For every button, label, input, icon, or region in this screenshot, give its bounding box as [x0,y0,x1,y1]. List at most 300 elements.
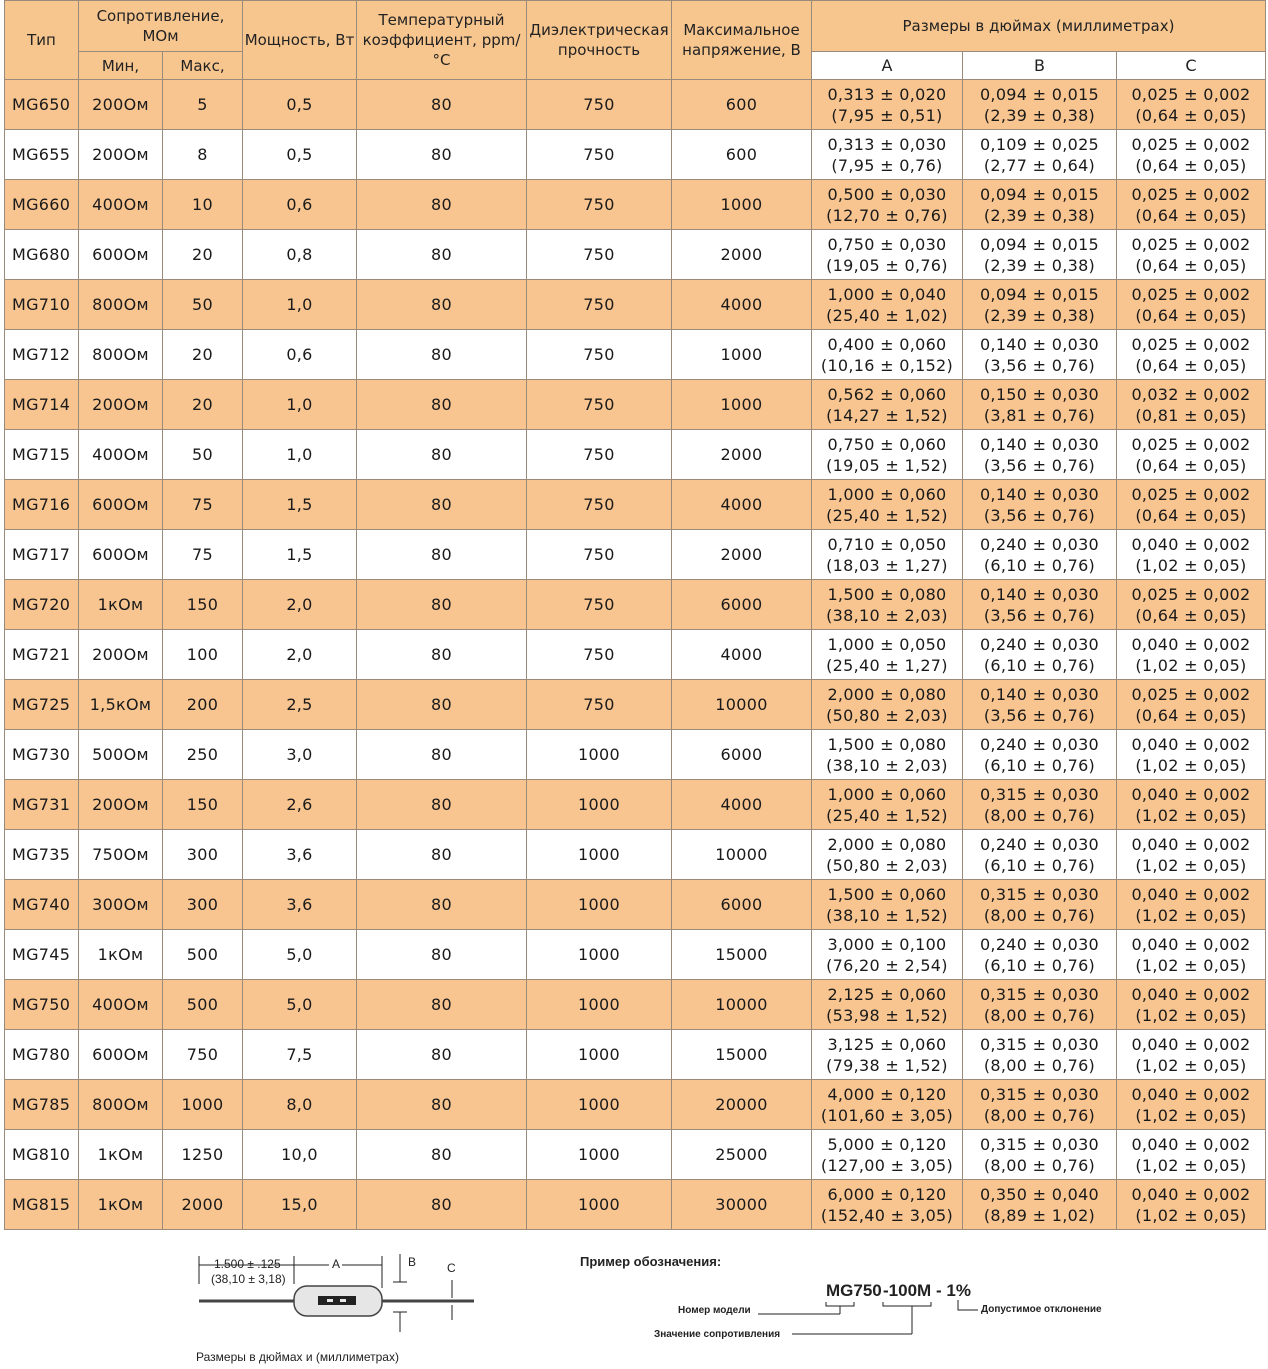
cell-dim-b-line-2: (8,00 ± 0,76) [983,905,1096,925]
example-code-value: -100M [883,1281,932,1300]
table-row [5,630,1266,680]
cell-dim-c-line-2: (1,02 ± 0,05) [1135,1005,1247,1025]
cell-temp-coef: 80 [357,930,527,980]
cell-min: 1,5кОм [79,680,163,730]
cell-temp-coef: 80 [357,480,527,530]
example-label-value: Значение сопротивления [654,1329,781,1340]
cell-dim-b-line-1: 0,240 ± 0,030 [979,834,1100,854]
cell-dielectric: 750 [527,630,672,680]
resistor-drawing [190,1248,490,1366]
cell-dim-b-line-2: (3,81 ± 0,76) [983,405,1096,425]
cell-dim-a-line-1: 1,500 ± 0,080 [827,584,947,604]
cell-temp-coef: 80 [357,330,527,380]
cell-dielectric: 1000 [527,1030,672,1080]
cell-dim-a-line-2: (7,95 ± 0,51) [831,105,943,125]
cell-max: 150 [163,580,243,630]
cell-dim-b [963,80,1117,130]
header-dim-c: C [1117,52,1266,80]
cell-dim-c-line-1: 0,040 ± 0,002 [1131,1184,1251,1204]
cell-dim-b-line-2: (2,39 ± 0,38) [983,205,1096,225]
cell-dim-a-line-1: 0,313 ± 0,020 [827,84,947,104]
label-a: A [332,1257,341,1271]
cell-dim-a [812,280,963,330]
cell-max-voltage: 1000 [672,180,812,230]
cell-type: MG650 [5,80,79,130]
cell-dielectric: 1000 [527,1130,672,1180]
table-row [5,730,1266,780]
cell-dim-c [1117,580,1266,630]
cell-dim-a-line-2: (152,40 ± 3,05) [820,1205,954,1225]
table-row [5,480,1266,530]
cell-dim-a-line-2: (101,60 ± 3,05) [820,1105,954,1125]
cell-dim-c [1117,780,1266,830]
cell-dim-c-line-2: (1,02 ± 0,05) [1135,1055,1247,1075]
cell-max-voltage: 30000 [672,1180,812,1230]
cell-dim-b [963,330,1117,380]
table-row [5,830,1266,880]
cell-dim-b-line-1: 0,315 ± 0,030 [979,784,1100,804]
cell-dim-c-line-2: (0,64 ± 0,05) [1135,605,1247,625]
cell-dim-c-line-2: (1,02 ± 0,05) [1135,905,1247,925]
cell-type: MG720 [5,580,79,630]
cell-temp-coef: 80 [357,280,527,330]
cell-dim-c-line-1: 0,025 ± 0,002 [1131,434,1251,454]
cell-dim-a-line-1: 1,000 ± 0,050 [827,634,947,654]
cell-dim-b-line-2: (2,77 ± 0,64) [983,155,1096,175]
cell-power: 3,6 [243,880,357,930]
cell-dim-a-line-1: 4,000 ± 0,120 [827,1084,947,1104]
cell-dim-b-line-2: (2,39 ± 0,38) [983,305,1096,325]
cell-min: 1кОм [79,1130,163,1180]
cell-dim-a [812,730,963,780]
cell-dim-c [1117,680,1266,730]
example-label-model: Номер модели [678,1305,751,1316]
cell-max: 2000 [163,1180,243,1230]
cell-power: 1,5 [243,480,357,530]
cell-dielectric: 1000 [527,880,672,930]
cell-dim-b [963,1030,1117,1080]
cell-dim-a [812,230,963,280]
cell-dim-a-line-1: 1,500 ± 0,080 [827,734,947,754]
table-row [5,1030,1266,1080]
cell-type: MG785 [5,1080,79,1130]
cell-dim-b [963,530,1117,580]
cell-dim-b-line-2: (3,56 ± 0,76) [983,455,1096,475]
cell-dielectric: 750 [527,230,672,280]
cell-dim-a [812,430,963,480]
cell-dim-a [812,1080,963,1130]
cell-dim-b [963,780,1117,830]
cell-max: 75 [163,480,243,530]
cell-temp-coef: 80 [357,1080,527,1130]
cell-dim-b-line-2: (6,10 ± 0,76) [983,755,1096,775]
cell-max-voltage: 6000 [672,730,812,780]
cell-power: 0,6 [243,330,357,380]
table-row [5,680,1266,730]
cell-type: MG735 [5,830,79,880]
cell-dim-c-line-2: (0,64 ± 0,05) [1135,155,1247,175]
cell-dim-c-line-2: (1,02 ± 0,05) [1135,1155,1247,1175]
cell-dim-b-line-1: 0,094 ± 0,015 [979,184,1100,204]
cell-dim-b-line-1: 0,094 ± 0,015 [979,284,1100,304]
cell-dim-a-line-2: (12,70 ± 0,76) [826,205,948,225]
table-row [5,180,1266,230]
cell-dim-c-line-2: (1,02 ± 0,05) [1135,1105,1247,1125]
cell-dim-a-line-1: 0,500 ± 0,030 [827,184,947,204]
cell-dim-c-line-2: (0,64 ± 0,05) [1135,505,1247,525]
table-row [5,130,1266,180]
cell-power: 2,5 [243,680,357,730]
cell-dim-c [1117,1080,1266,1130]
cell-dim-b-line-1: 0,140 ± 0,030 [979,684,1100,704]
cell-dim-a [812,1030,963,1080]
cell-min: 600Ом [79,230,163,280]
cell-max-voltage: 10000 [672,680,812,730]
cell-dim-c-line-1: 0,025 ± 0,002 [1131,284,1251,304]
cell-dim-c-line-2: (1,02 ± 0,05) [1135,955,1247,975]
cell-type: MG750 [5,980,79,1030]
cell-dim-b-line-2: (2,39 ± 0,38) [983,255,1096,275]
cell-dim-b [963,630,1117,680]
table-row [5,780,1266,830]
cell-type: MG745 [5,930,79,980]
cell-max-voltage: 10000 [672,830,812,880]
cell-dim-b [963,230,1117,280]
cell-temp-coef: 80 [357,230,527,280]
cell-type: MG731 [5,780,79,830]
cell-min: 300Ом [79,880,163,930]
cell-dim-b-line-2: (8,00 ± 0,76) [983,1055,1096,1075]
cell-dielectric: 1000 [527,780,672,830]
cell-max: 1250 [163,1130,243,1180]
cell-min: 200Ом [79,780,163,830]
cell-dim-a-line-1: 1,500 ± 0,060 [827,884,947,904]
cell-dielectric: 750 [527,680,672,730]
cell-dim-c-line-2: (0,64 ± 0,05) [1135,255,1247,275]
cell-dim-b-line-2: (6,10 ± 0,76) [983,855,1096,875]
cell-max: 500 [163,980,243,1030]
cell-dim-c-line-1: 0,025 ± 0,002 [1131,334,1251,354]
cell-dim-b-line-2: (6,10 ± 0,76) [983,955,1096,975]
cell-dim-c-line-1: 0,040 ± 0,002 [1131,534,1251,554]
cell-max-voltage: 2000 [672,530,812,580]
cell-dim-c-line-2: (0,64 ± 0,05) [1135,455,1247,475]
cell-dim-b-line-1: 0,150 ± 0,030 [979,384,1100,404]
cell-dim-a-line-2: (76,20 ± 2,54) [826,955,948,975]
cell-dielectric: 1000 [527,980,672,1030]
cell-dim-a-line-2: (38,10 ± 1,52) [826,905,948,925]
cell-dim-c-line-1: 0,040 ± 0,002 [1131,634,1251,654]
cell-dielectric: 1000 [527,930,672,980]
cell-dim-a-line-1: 0,750 ± 0,030 [827,234,947,254]
header-temp-coef: Температурный коэффициент, ppm/°C [357,1,527,80]
cell-power: 0,5 [243,130,357,180]
cell-max-voltage: 600 [672,130,812,180]
header-power: Мощность, Вт [243,1,357,80]
cell-max: 50 [163,430,243,480]
cell-max-voltage: 20000 [672,1080,812,1130]
cell-dielectric: 750 [527,180,672,230]
cell-dim-b-line-1: 0,315 ± 0,030 [979,984,1100,1004]
cell-dim-c-line-1: 0,025 ± 0,002 [1131,184,1251,204]
cell-dim-a [812,480,963,530]
table-row [5,380,1266,430]
cell-type: MG730 [5,730,79,780]
cell-max: 150 [163,780,243,830]
cell-dim-b-line-2: (8,00 ± 0,76) [983,1005,1096,1025]
example-label-tolerance: Допустимое отклонение [981,1304,1102,1315]
cell-dim-a [812,830,963,880]
cell-power: 0,6 [243,180,357,230]
cell-dim-b [963,280,1117,330]
cell-dim-b-line-1: 0,240 ± 0,030 [979,934,1100,954]
cell-dim-c-line-1: 0,040 ± 0,002 [1131,734,1251,754]
cell-dielectric: 750 [527,580,672,630]
cell-dim-c [1117,1130,1266,1180]
cell-dielectric: 750 [527,80,672,130]
cell-type: MG725 [5,680,79,730]
cell-max: 5 [163,80,243,130]
lead-dimension-mm: (38,10 ± 3,18) [211,1272,286,1286]
cell-dim-a [812,630,963,680]
cell-max-voltage: 4000 [672,780,812,830]
cell-temp-coef: 80 [357,130,527,180]
cell-type: MG655 [5,130,79,180]
cell-dim-c-line-2: (0,64 ± 0,05) [1135,705,1247,725]
cell-temp-coef: 80 [357,680,527,730]
cell-dim-c-line-1: 0,040 ± 0,002 [1131,784,1251,804]
cell-dim-a-line-1: 0,400 ± 0,060 [827,334,947,354]
cell-max: 100 [163,630,243,680]
cell-temp-coef: 80 [357,980,527,1030]
cell-dim-c-line-2: (0,64 ± 0,05) [1135,355,1247,375]
cell-min: 200Ом [79,630,163,680]
example-title: Пример обозначения: [580,1254,722,1269]
cell-dim-a-line-2: (25,40 ± 1,52) [826,805,948,825]
cell-dim-c-line-1: 0,040 ± 0,002 [1131,984,1251,1004]
cell-dim-a-line-1: 2,000 ± 0,080 [827,684,947,704]
cell-dim-c [1117,980,1266,1030]
cell-dim-a-line-2: (38,10 ± 2,03) [826,755,948,775]
drawing-caption: Размеры в дюймах и (миллиметрах) [196,1350,399,1364]
cell-min: 200Ом [79,130,163,180]
cell-power: 3,6 [243,830,357,880]
cell-dim-c-line-1: 0,040 ± 0,002 [1131,1034,1251,1054]
cell-dim-a [812,330,963,380]
cell-dim-a [812,130,963,180]
header-dielectric: Диэлектрическая прочность [527,1,672,80]
cell-dielectric: 1000 [527,730,672,780]
cell-dim-c-line-1: 0,032 ± 0,002 [1131,384,1251,404]
cell-dim-b-line-1: 0,240 ± 0,030 [979,734,1100,754]
header-min: Мин, [79,52,163,80]
cell-min: 600Ом [79,530,163,580]
cell-min: 1кОм [79,1180,163,1230]
cell-temp-coef: 80 [357,180,527,230]
cell-dim-b [963,430,1117,480]
cell-power: 2,0 [243,630,357,680]
cell-dim-b [963,380,1117,430]
cell-dim-a [812,680,963,730]
cell-dim-a-line-1: 1,000 ± 0,060 [827,784,947,804]
example-code-tolerance: - 1% [936,1281,971,1300]
cell-dim-b [963,730,1117,780]
cell-dim-a-line-1: 1,000 ± 0,040 [827,284,947,304]
cell-dim-b-line-1: 0,350 ± 0,040 [979,1184,1100,1204]
cell-dim-c [1117,880,1266,930]
cell-dim-c [1117,330,1266,380]
cell-type: MG780 [5,1030,79,1080]
table-row [5,530,1266,580]
cell-dim-c [1117,530,1266,580]
cell-dim-a [812,880,963,930]
cell-type: MG710 [5,280,79,330]
cell-min: 200Ом [79,380,163,430]
cell-dim-a-line-2: (10,16 ± 0,152) [820,355,954,375]
cell-type: MG660 [5,180,79,230]
table-row [5,280,1266,330]
cell-dielectric: 750 [527,280,672,330]
cell-dim-a-line-1: 3,000 ± 0,100 [827,934,947,954]
header-type: Тип [5,1,79,80]
cell-power: 0,5 [243,80,357,130]
cell-type: MG715 [5,430,79,480]
cell-min: 800Ом [79,280,163,330]
cell-dim-b-line-1: 0,315 ± 0,030 [979,1034,1100,1054]
cell-max: 500 [163,930,243,980]
cell-dim-c-line-2: (0,64 ± 0,05) [1135,305,1247,325]
lead-dimension: 1.500 ± .125 [214,1257,281,1271]
cell-dim-c-line-2: (1,02 ± 0,05) [1135,805,1247,825]
header-dim-b: B [963,52,1117,80]
cell-dim-b [963,930,1117,980]
cell-dim-b-line-1: 0,140 ± 0,030 [979,584,1100,604]
cell-dim-c-line-1: 0,025 ± 0,002 [1131,134,1251,154]
table-row [5,430,1266,480]
cell-type: MG717 [5,530,79,580]
cell-dim-b-line-2: (3,56 ± 0,76) [983,705,1096,725]
cell-dim-a-line-2: (18,03 ± 1,27) [826,555,948,575]
cell-dim-a-line-1: 1,000 ± 0,060 [827,484,947,504]
cell-dim-c [1117,180,1266,230]
cell-dim-b [963,830,1117,880]
cell-dielectric: 750 [527,380,672,430]
header-dimensions: Размеры в дюймах (миллиметрах) [812,1,1266,52]
cell-dim-c [1117,480,1266,530]
cell-max: 50 [163,280,243,330]
cell-dim-c [1117,1180,1266,1230]
cell-max-voltage: 10000 [672,980,812,1030]
cell-max: 20 [163,330,243,380]
cell-dim-a-line-2: (19,05 ± 0,76) [826,255,948,275]
cell-max-voltage: 4000 [672,480,812,530]
cell-min: 750Ом [79,830,163,880]
cell-temp-coef: 80 [357,80,527,130]
cell-dim-b [963,1130,1117,1180]
cell-temp-coef: 80 [357,430,527,480]
cell-dim-b-line-1: 0,240 ± 0,030 [979,634,1100,654]
cell-dim-c-line-2: (0,81 ± 0,05) [1135,405,1247,425]
cell-max-voltage: 1000 [672,330,812,380]
cell-dim-a-line-1: 0,710 ± 0,050 [827,534,947,554]
cell-dim-a-line-1: 0,750 ± 0,060 [827,434,947,454]
cell-dim-b [963,180,1117,230]
cell-max-voltage: 6000 [672,880,812,930]
cell-power: 8,0 [243,1080,357,1130]
cell-dim-a [812,930,963,980]
cell-dim-c-line-1: 0,025 ± 0,002 [1131,484,1251,504]
cell-min: 400Ом [79,980,163,1030]
cell-dim-c-line-1: 0,040 ± 0,002 [1131,1134,1251,1154]
cell-dim-a-line-2: (25,40 ± 1,27) [826,655,948,675]
cell-dim-a [812,780,963,830]
cell-power: 5,0 [243,930,357,980]
cell-dim-b-line-1: 0,094 ± 0,015 [979,84,1100,104]
cell-dim-c-line-2: (0,64 ± 0,05) [1135,105,1247,125]
cell-max: 20 [163,230,243,280]
cell-dim-b-line-2: (8,00 ± 0,76) [983,1105,1096,1125]
cell-max-voltage: 15000 [672,1030,812,1080]
cell-temp-coef: 80 [357,1130,527,1180]
cell-power: 2,6 [243,780,357,830]
cell-dim-c [1117,80,1266,130]
cell-dielectric: 1000 [527,830,672,880]
cell-dim-a-line-1: 6,000 ± 0,120 [827,1184,947,1204]
cell-dim-c [1117,930,1266,980]
cell-dielectric: 750 [527,530,672,580]
cell-dim-b-line-1: 0,140 ± 0,030 [979,484,1100,504]
cell-max-voltage: 6000 [672,580,812,630]
cell-power: 1,5 [243,530,357,580]
cell-dim-c-line-2: (0,64 ± 0,05) [1135,205,1247,225]
cell-dim-a-line-2: (38,10 ± 2,03) [826,605,948,625]
cell-power: 1,0 [243,430,357,480]
table-row [5,880,1266,930]
cell-max: 300 [163,880,243,930]
cell-temp-coef: 80 [357,780,527,830]
cell-max: 300 [163,830,243,880]
cell-max: 10 [163,180,243,230]
cell-dim-a-line-2: (14,27 ± 1,52) [826,405,948,425]
cell-dielectric: 750 [527,480,672,530]
cell-dim-a-line-2: (79,38 ± 1,52) [826,1055,948,1075]
cell-dim-b-line-1: 0,315 ± 0,030 [979,1084,1100,1104]
cell-dim-a-line-1: 0,313 ± 0,030 [827,134,947,154]
cell-dim-c-line-1: 0,040 ± 0,002 [1131,1084,1251,1104]
cell-max-voltage: 1000 [672,380,812,430]
table-body [5,80,1266,1230]
cell-max-voltage: 25000 [672,1130,812,1180]
cell-dim-b-line-1: 0,109 ± 0,025 [979,134,1100,154]
cell-max: 8 [163,130,243,180]
cell-dim-a-line-1: 3,125 ± 0,060 [827,1034,947,1054]
cell-max: 1000 [163,1080,243,1130]
cell-dielectric: 750 [527,330,672,380]
cell-dim-a-line-2: (19,05 ± 1,52) [826,455,948,475]
table-row [5,980,1266,1030]
cell-dim-c-line-1: 0,025 ± 0,002 [1131,84,1251,104]
cell-max-voltage: 2000 [672,430,812,480]
cell-dim-c [1117,380,1266,430]
cell-dim-b-line-2: (6,10 ± 0,76) [983,655,1096,675]
cell-type: MG712 [5,330,79,380]
cell-dielectric: 750 [527,430,672,480]
cell-max: 20 [163,380,243,430]
cell-dielectric: 750 [527,130,672,180]
cell-dim-c-line-2: (1,02 ± 0,05) [1135,1205,1247,1225]
cell-power: 5,0 [243,980,357,1030]
cell-dim-c-line-1: 0,025 ± 0,002 [1131,234,1251,254]
